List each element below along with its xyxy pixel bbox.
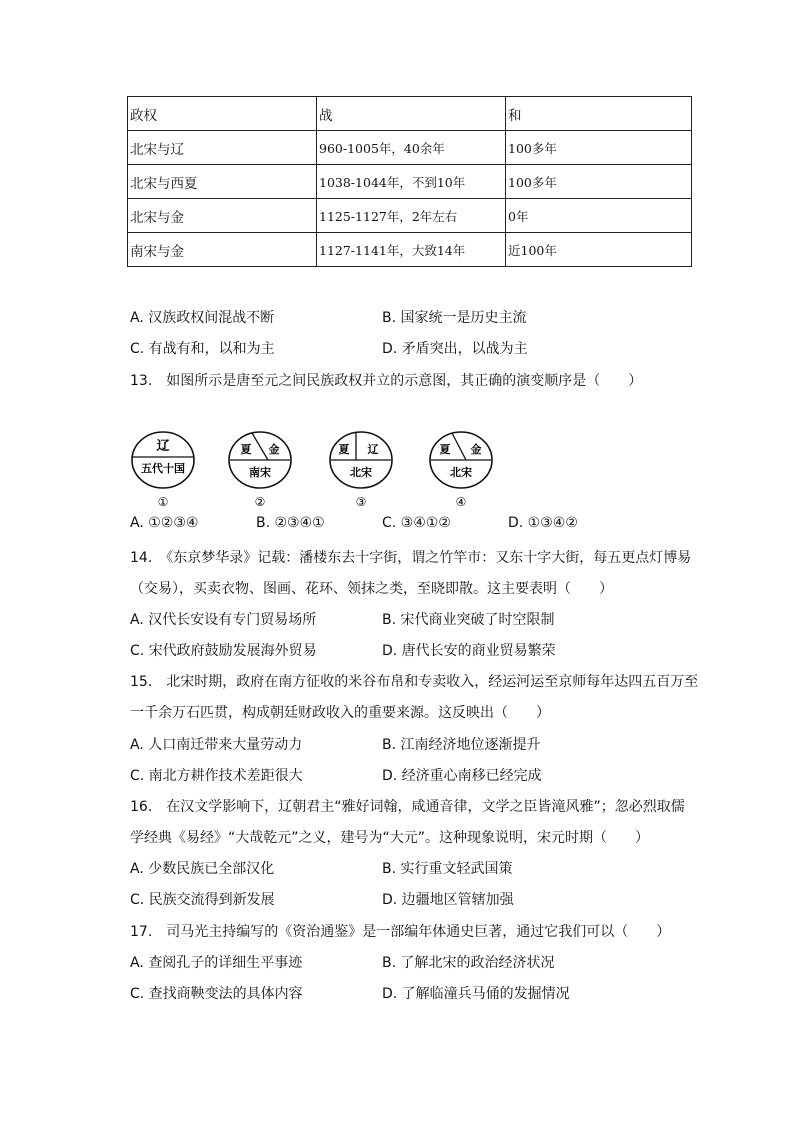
circle-4-right-label: 金	[470, 443, 482, 456]
circle-diagram-4	[430, 432, 492, 509]
q15-stem-line2: 一千余万石匹贯，构成朝廷财政收入的重要来源。这反映出（ ）	[130, 705, 550, 721]
q12-option-a: A. 汉族政权间混战不断	[130, 310, 275, 326]
q17-stem-line1: 17. 司马光主持编写的《资治通鉴》是一部编年体通史巨著，通过它我们可以（ ）	[130, 924, 671, 940]
table-cell: 100多年	[506, 131, 692, 165]
table-cell: 0年	[506, 199, 692, 233]
q14-stem-line2: （交易），买卖衣物、图画、花环、领抹之类，至晓即散。这主要表明（ ）	[130, 581, 613, 597]
q12-option-d: D. 矛盾突出，以战为主	[382, 341, 528, 357]
q12-option-c: C. 有战有和，以和为主	[130, 341, 275, 357]
circle-3-bottom-label: 北宋	[350, 466, 372, 479]
q16-option-b: B. 实行重文轻武国策	[382, 861, 513, 877]
q16-stem-line1: 16. 在汉文学影响下，辽朝君主“雅好词翰，咸通音律，文学之臣皆滝风雅”；忽必烈取儒	[130, 799, 685, 815]
circle-2-bottom-label: 南宋	[249, 466, 271, 479]
table-cell: 北宋与辽	[128, 131, 317, 165]
q13-option-a: A. ①②③④	[130, 515, 199, 531]
table-row	[128, 165, 692, 199]
circle-2-left-label: 夏	[240, 443, 252, 456]
q13-option-c: C. ③④①②	[382, 515, 451, 531]
regime-circles-diagram	[130, 430, 510, 512]
table-cell: 南宋与金	[128, 233, 317, 267]
circle-diagram-1	[132, 432, 194, 509]
q14-option-b: B. 宋代商业突破了时空限制	[382, 612, 555, 628]
q15-option-a: A. 人口南迁带来大量劳动力	[130, 737, 303, 753]
circle-3-left-label: 夏	[338, 443, 350, 456]
table-header: 和	[506, 97, 692, 131]
q16-option-a: A. 少数民族已全部汉化	[130, 861, 275, 877]
q15-option-d: D. 经济重心南移已经完成	[382, 768, 542, 784]
circle-4-left-label: 夏	[439, 443, 451, 456]
q16-option-c: C. 民族交流得到新发展	[130, 892, 275, 908]
circle-3-number: ③	[355, 495, 367, 509]
q15-option-c: C. 南北方耕作技术差距很大	[130, 768, 303, 784]
circle-3-right-label: 辽	[367, 443, 379, 456]
circle-1-bottom-label: 五代十国	[141, 462, 185, 475]
table-row	[128, 199, 692, 233]
table-header: 政权	[128, 97, 317, 131]
circle-2-right-label: 金	[268, 443, 280, 456]
table-cell: 100多年	[506, 165, 692, 199]
table-cell: 1125-1127年，2年左右	[317, 199, 506, 233]
q14-option-c: C. 宋代政府鼓励发展海外贸易	[130, 643, 317, 659]
circle-2-number: ②	[254, 495, 266, 509]
table-cell: 1038-1044年，不到10年	[317, 165, 506, 199]
q14-stem-line1: 14. 《东京梦华录》记载：潘楼东去十字街，谓之竹竿市：又东十字大街，每五更点灯博易	[130, 550, 692, 566]
table-cell: 近100年	[506, 233, 692, 267]
q16-option-d: D. 边疆地区管辖加强	[382, 892, 514, 908]
q14-option-d: D. 唐代长安的商业贸易繁荣	[382, 643, 556, 659]
circle-4-bottom-label: 北宋	[450, 466, 472, 479]
q14-option-a: A. 汉代长安设有专门贸易场所	[130, 612, 317, 628]
table-header: 战	[317, 97, 506, 131]
table-cell: 960-1005年，40余年	[317, 131, 506, 165]
q13-stem: 13. 如图所示是唐至元之间民族政权并立的示意图，其正确的演变顺序是（ ）	[130, 373, 643, 389]
q17-option-a: A. 查阅孔子的详细生平事迹	[130, 955, 303, 971]
circle-1-number: ①	[157, 495, 169, 509]
q13-option-d: D. ①③④②	[508, 515, 578, 531]
q12-option-b: B. 国家统一是历史主流	[382, 310, 527, 326]
q13-option-b: B. ②③④①	[256, 515, 325, 531]
table-cell: 北宋与金	[128, 199, 317, 233]
q15-stem-line1: 15. 北宋时期，政府在南方征收的米谷布帛和专卖收入，经运河运至京师每年达四五百万至	[130, 674, 699, 690]
table-cell: 1127-1141年，大致14年	[317, 233, 506, 267]
table-row	[128, 233, 692, 267]
circle-4-number: ④	[455, 495, 467, 509]
circle-diagram-3	[330, 432, 392, 509]
q17-option-d: D. 了解临潼兵马俑的发掘情况	[382, 986, 570, 1002]
q17-option-c: C. 查找商鞅变法的具体内容	[130, 986, 303, 1002]
war-peace-table	[127, 96, 692, 267]
q15-option-b: B. 江南经济地位逐渐提升	[382, 737, 541, 753]
circle-1-top-label: 辽	[156, 439, 170, 454]
table-header-row	[128, 97, 692, 131]
q17-option-b: B. 了解北宋的政治经济状况	[382, 955, 555, 971]
q16-stem-line2: 学经典《易经》“大哉乾元”之义，建号为“大元”。这种现象说明，宋元时期（ ）	[130, 830, 650, 846]
circle-diagram-2	[229, 432, 291, 509]
table-row	[128, 131, 692, 165]
table-cell: 北宋与西夏	[128, 165, 317, 199]
